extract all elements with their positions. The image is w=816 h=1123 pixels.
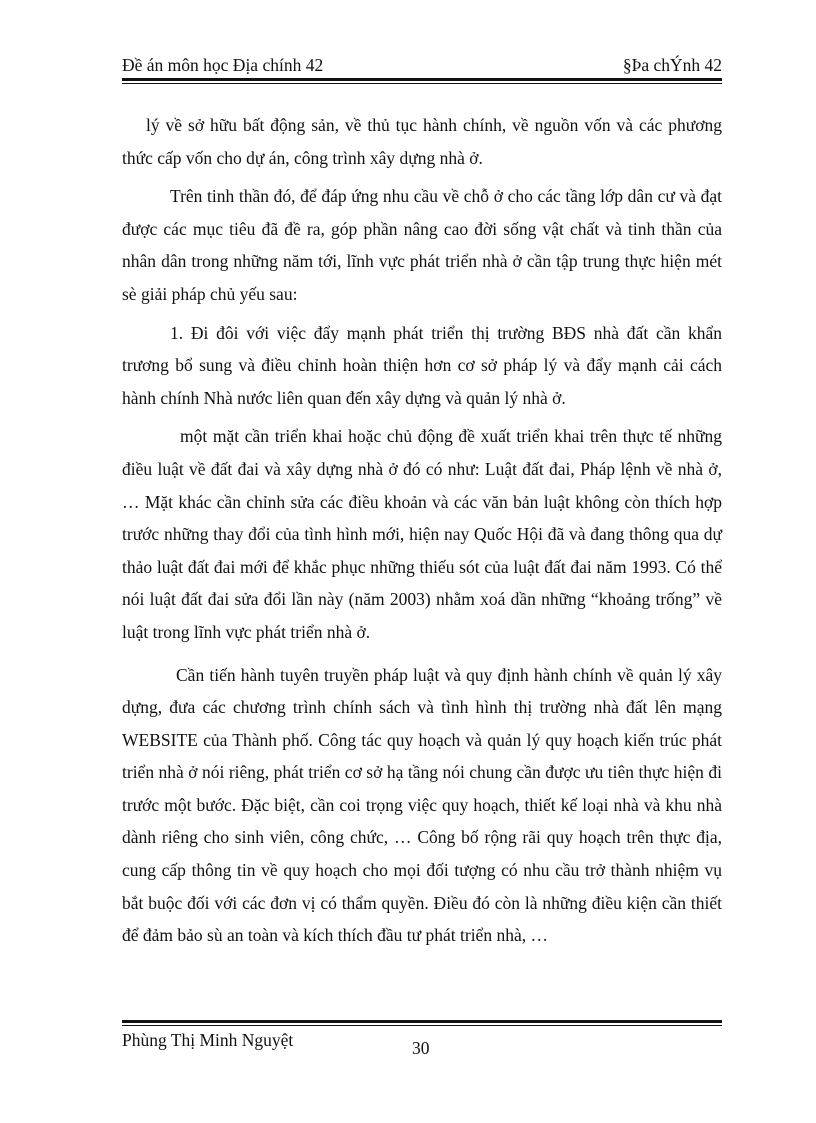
header-rule-thick xyxy=(122,78,722,81)
paragraph-propaganda: Cần tiến hành tuyên truyền pháp luật và quy định hành chính về quản lý xây dựng, đưa các chương trình chính sách và tình hình thị trường nhà đất lên mạng WEBSITE của Thành phố. Công tác quy hoạch và quản lý quy hoạch kiến trúc phát triển nhà ở nói riêng, phát triển cơ sở hạ tầng nói chung cần được ưu tiên thực hiện đi trước một bước. Đặc biệt, cần coi trọng việc quy hoạch, thiết kế loại nhà và khu nhà dành riêng cho sinh viên, công chức, … Công bố rộng rãi quy hoạch trên thực địa, cung cấp thông tin về quy hoạch cho mọi đối tượng có nhu cầu trở thành nhiệm vụ bắt buộc đối với các đơn vị có thẩm quyền. Điều đó còn là những điều kiện cần thiết để đảm bảo sù an toàn và kích thích đầu tư phát triển nhà, … xyxy=(122,664,722,946)
header-rule-thin xyxy=(122,83,722,84)
paragraph-intro: Trên tinh thần đó, để đáp ứng nhu cầu về chỗ ở cho các tầng lớp dân cư và đạt được các mục tiêu đã đề ra, góp phần nâng cao đời sống vật chất và tinh thần của nhân dân trong những năm tới, lĩnh vực phát triển nhà ở cần tập trung thực hiện mét sè giải pháp chủ yếu sau: xyxy=(122,186,722,304)
paragraph-legal-reform: một mặt cần triển khai hoặc chủ động đề xuất triển khai trên thực tế những điều luật về đất đai và xây dựng nhà ở đó có như: Luật đất đai, Pháp lệnh về nhà ở, … Mặt khác cần chỉnh sửa các điều khoản và các văn bản luật không còn thích hợp trước những thay đổi của tình hình mới, hiện nay Quốc Hội đã và đang thông qua dự thảo luật đất đai mới để khắc phục những thiếu sót của luật đất đai năm 1993. Có thể nói luật đất đai sửa đổi lần này (năm 2003) nhằm xoá dần những “khoảng trống” về luật trong lĩnh vực phát triển nhà ở. xyxy=(122,426,722,642)
paragraph-continuation: lý về sở hữu bất động sản, về thủ tục hành chính, về nguồn vốn và các phương thức cấp vốn cho dự án, công trình xây dựng nhà ở. xyxy=(122,115,722,168)
document-body xyxy=(122,109,722,952)
header-course-title: Đề án môn học Địa chính 42 xyxy=(122,55,324,75)
page-header xyxy=(122,52,722,78)
page-number: 30 xyxy=(412,1038,430,1058)
footer-rule-thin xyxy=(122,1025,722,1026)
footer-rule-thick xyxy=(122,1020,722,1023)
footer-author: Phùng Thị Minh Nguyệt xyxy=(122,1030,294,1050)
header-short-title: §Þa chÝnh 42 xyxy=(622,55,722,75)
paragraph-solution-1: 1. Đi đôi với việc đẩy mạnh phát triển thị trường BĐS nhà đất cần khẩn trương bổ sung và điều chỉnh hoàn thiện hơn cơ sở pháp lý và đẩy mạnh cải cách hành chính Nhà nước liên quan đến xây dựng và quản lý nhà ở. xyxy=(122,322,722,408)
